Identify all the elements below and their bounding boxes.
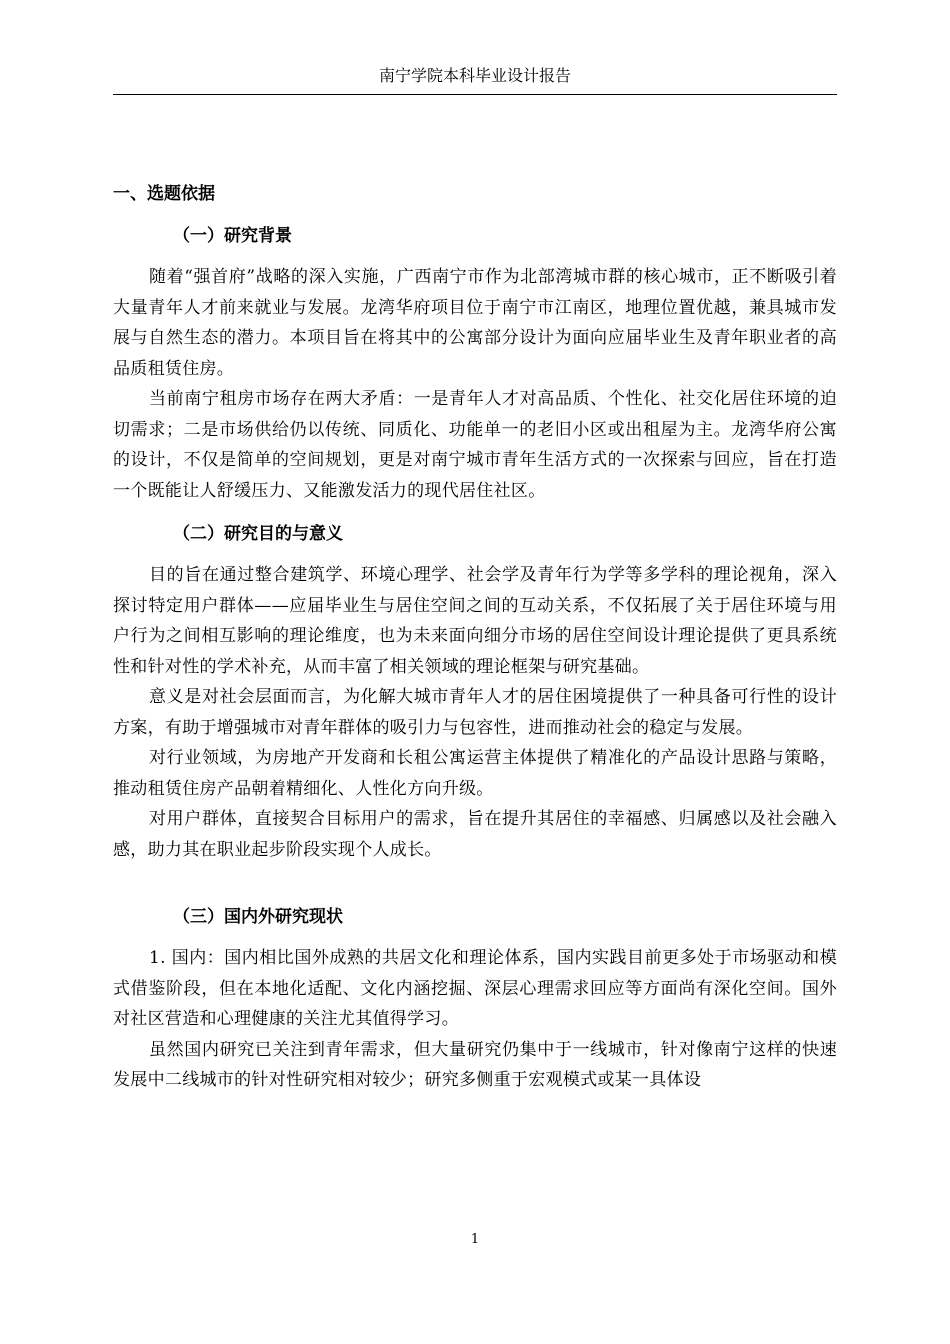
paragraph: 1. 国内：国内相比国外成熟的共居文化和理论体系，国内实践目前更多处于市场驱动和模式借鉴阶段，但在本地化适配、文化内涵挖掘、深层心理需求回应等方面尚有深化空间。国外对社区营造和心理健康的关注尤其值得学习。 — [113, 948, 837, 1029]
page-number: 1 — [470, 1232, 480, 1247]
header-title: 南宁学院本科毕业设计报告 — [378, 66, 571, 85]
paragraph: 对行业领域，为房地产开发商和长租公寓运营主体提供了精准化的产品设计思路与策略，推动租赁住房产品朝着精细化、人性化方向升级。 — [113, 748, 837, 799]
subsection-heading-background: （一）研究背景 — [173, 226, 292, 246]
paragraph: 对用户群体，直接契合目标用户的需求，旨在提升其居住的幸福感、归属感以及社会融入感，助力其在职业起步阶段实现个人成长。 — [113, 809, 837, 860]
paragraph: 当前南宁租房市场存在两大矛盾：一是青年人才对高品质、个性化、社交化居住环境的迫切需求；二是市场供给仍以传统、同质化、功能单一的老旧小区或出租屋为主。龙湾华府公寓的设计，不仅是简单的空间规划，更是对南宁城市青年生活方式的一次探索与回应，旨在打造一个既能让人舒缓压力、又能激发活力的现代居住社区。 — [113, 389, 837, 501]
document-body — [113, 178, 837, 1096]
paragraph: 目的旨在通过整合建筑学、环境心理学、社会学及青年行为学等多学科的理论视角，深入探讨特定用户群体——应届毕业生与居住空间之间的互动关系，不仅拓展了关于居住环境与用户行为之间相互影响的理论维度，也为未来面向细分市场的居住空间设计理论提供了更具系统性和针对性的学术补充，从而丰富了相关领域的理论框架与研究基础。 — [113, 565, 837, 677]
paragraph: 意义是对社会层面而言，为化解大城市青年人才的居住困境提供了一种具备可行性的设计方案，有助于增强城市对青年群体的吸引力与包容性，进而推动社会的稳定与发展。 — [113, 687, 837, 738]
paragraph: 虽然国内研究已关注到青年需求，但大量研究仍集中于一线城市，针对像南宁这样的快速发展中二线城市的针对性研究相对较少；研究多侧重于宏观模式或某一具体设 — [113, 1039, 837, 1090]
subsection-heading-purpose: （二）研究目的与意义 — [173, 524, 343, 544]
subsection-heading-research-status: （三）国内外研究现状 — [173, 907, 343, 927]
paragraph: 随着“强首府”战略的深入实施，广西南宁市作为北部湾城市群的核心城市，正不断吸引着大量青年人才前来就业与发展。龙湾华府项目位于南宁市江南区，地理位置优越，兼具城市发展与自然生态的潜力。本项目旨在将其中的公寓部分设计为面向应届毕业生及青年职业者的高品质租赁住房。 — [113, 267, 837, 379]
section-heading: 一、选题依据 — [113, 184, 215, 204]
page-header — [113, 62, 837, 95]
